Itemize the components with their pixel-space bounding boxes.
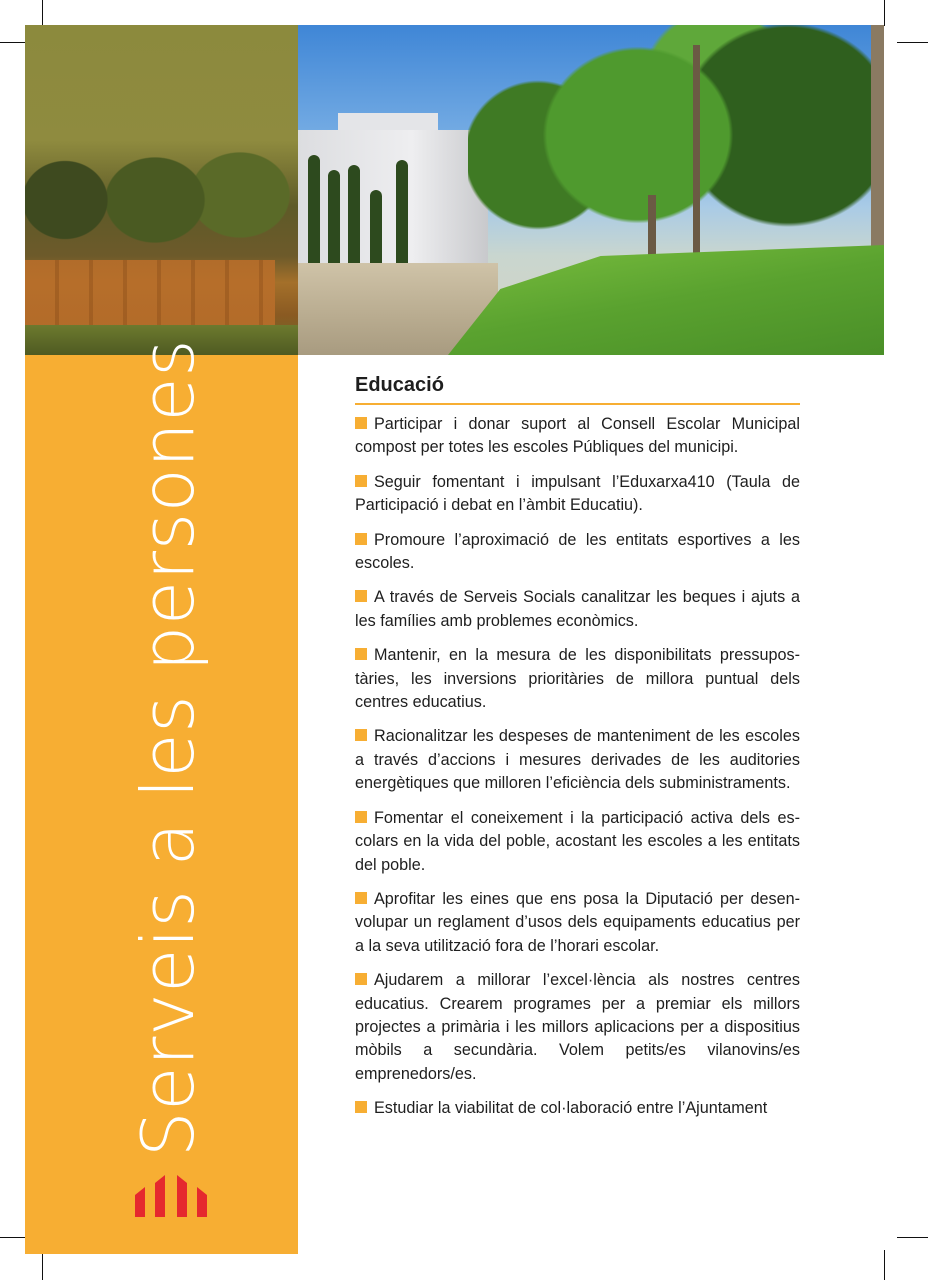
square-bullet-icon [355, 892, 367, 904]
crop-mark-top-right-horizontal [897, 42, 928, 43]
square-bullet-icon [355, 590, 367, 602]
party-logo-bars-icon [135, 1175, 207, 1217]
list-item-text: Racionalitzar les despeses de manteniment de les escoles a través d’accions i mesures derivades de les auditories energètiques que milloren l’eficiència dels subministraments. [355, 727, 800, 793]
sidebar-title: Serveis a les persones [126, 338, 210, 1158]
crop-mark-bottom-left-vertical [42, 1250, 43, 1280]
list-item [355, 644, 800, 714]
list-item-text: Ajudarem a millorar l’excel·lència als nostres centres educatius. Crearem programes per a premiar els millors projectes a primària i les millors aplicacions per a dispositius mòbils a secundària. Volem petits/es vilanovins/es emprenedors/es. [355, 971, 800, 1083]
square-bullet-icon [355, 973, 367, 985]
list-item [355, 725, 800, 795]
list-item [355, 888, 800, 958]
photo-brick-wall [25, 260, 275, 330]
list-item-text: Aprofitar les eines que ens posa la Diputació per desenvolupar un reglament d’usos dels equipaments educatius per a la seva utilització fora de l’horari escolar. [355, 889, 800, 955]
photo-building [298, 130, 488, 265]
square-bullet-icon [355, 648, 367, 660]
photo-cypress [348, 165, 360, 265]
square-bullet-icon [355, 417, 367, 429]
photo-tree-trunk [871, 25, 884, 255]
list-item [355, 1097, 800, 1120]
photo-cypress [370, 190, 382, 265]
list-item [355, 471, 800, 518]
photo-cypress [308, 155, 320, 265]
list-item-text: Mantenir, en la mesura de les disponibilitats pressupostàries, les inversions prioritàries de millora puntual dels centres educatius. [355, 646, 800, 712]
crop-mark-bottom-right-vertical [884, 1250, 885, 1280]
list-item [355, 413, 800, 460]
square-bullet-icon [355, 1101, 367, 1113]
photo-tree-canopy [468, 25, 884, 275]
list-item-text: Promoure l’aproximació de les entitats esportives a les escoles. [355, 530, 800, 573]
list-item [355, 586, 800, 633]
header-photo-band [25, 25, 884, 355]
square-bullet-icon [355, 729, 367, 741]
photo-tree-trunk [693, 45, 700, 275]
photo-trees [25, 140, 298, 280]
list-item-text: Participar i donar suport al Consell Escolar Municipal compost per totes les escoles Públiques del municipi. [355, 415, 800, 457]
list-item-text: Estudiar la viabilitat de col·laboració entre l’Ajuntament [374, 1099, 768, 1118]
square-bullet-icon [355, 533, 367, 545]
list-item [355, 969, 800, 1086]
list-item [355, 529, 800, 576]
photo-cypress [396, 160, 408, 265]
square-bullet-icon [355, 475, 367, 487]
photo-cypress [328, 170, 340, 265]
crop-mark-bottom-right-horizontal [897, 1237, 928, 1238]
school-park-photo [298, 25, 884, 355]
education-section [355, 372, 800, 1132]
list-item-text: A través de Serveis Socials canalitzar les beques i ajuts a les famílies amb problemes econòmics. [355, 588, 800, 630]
tinted-school-photo [25, 25, 298, 355]
section-heading: Educació [355, 372, 800, 405]
crop-mark-top-right-vertical [884, 0, 885, 26]
list-item-text: Fomentar el coneixement i la participació activa dels escolars en la vida del poble, acostant les escoles a les entitats del poble. [355, 808, 800, 874]
education-list [355, 413, 800, 1121]
square-bullet-icon [355, 811, 367, 823]
list-item-text: Seguir fomentant i impulsant l’Eduxarxa410 (Taula de Participació i debat en l’àmbit Educatiu). [355, 472, 800, 515]
list-item [355, 807, 800, 877]
